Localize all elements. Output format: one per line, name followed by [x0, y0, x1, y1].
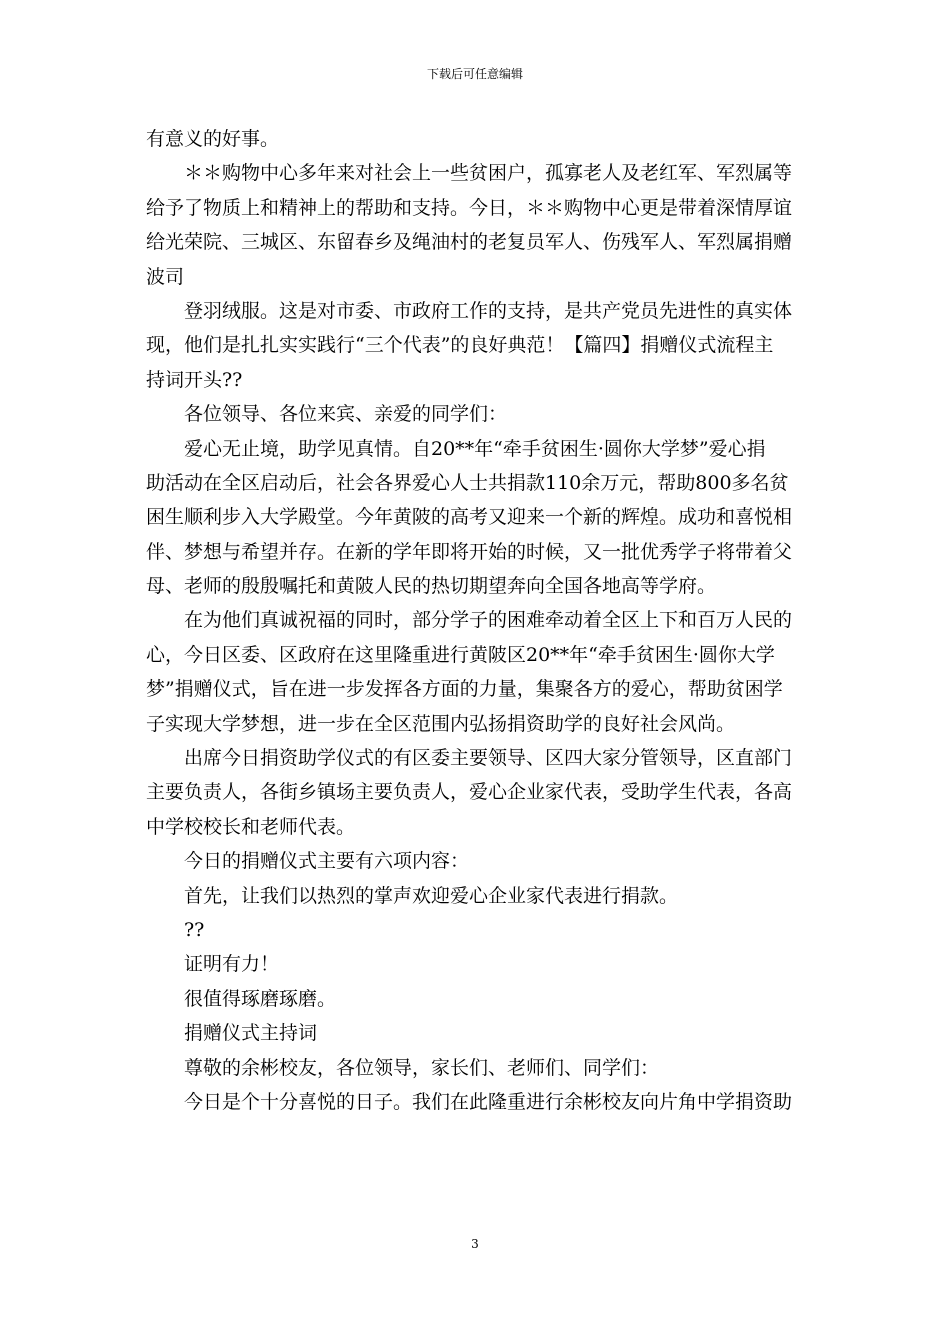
body-line: 子实现大学梦想，进一步在全区范围内弘扬捐资助学的良好社会风尚。 [146, 712, 736, 735]
body-line: 爱心无止境，助学见真情。自20**年“牵手贫困生·圆你大学梦”爱心捐 [184, 437, 766, 460]
body-line: 有意义的好事。 [146, 128, 280, 150]
body-line: 给光荣院、三城区、东留春乡及绳油村的老复员军人、伤残军人、军烈属捐赠 [146, 231, 793, 254]
body-line: 尊敬的余彬校友，各位领导，家长们、老师们、同学们： [184, 1056, 660, 1079]
body-line: 今日的捐赠仪式主要有六项内容： [184, 850, 470, 873]
page-header: 下载后可任意编辑 [426, 67, 523, 81]
body-line: 梦”捐赠仪式，旨在进一步发挥各方面的力量，集聚各方的爱心，帮助贫困学 [146, 678, 783, 701]
body-line: 现，他们是扎扎实实践行“三个代表”的良好典范！【篇四】捐赠仪式流程主 [146, 334, 774, 357]
body-line: 主要负责人，各街乡镇场主要负责人，爱心企业家代表，受助学生代表，各高 [146, 781, 793, 804]
document-body [146, 122, 810, 1119]
body-line: 波司 [146, 265, 185, 288]
section-heading: 捐赠仪式主持词 [184, 1022, 318, 1045]
body-line: 首先，让我们以热烈的掌声欢迎爱心企业家代表进行捐款。 [184, 884, 679, 907]
body-line: 心，今日区委、区政府在这里隆重进行黄陂区20**年“牵手贫困生·圆你大学 [146, 643, 775, 666]
body-line: 出席今日捐资助学仪式的有区委主要领导、区四大家分管领导，区直部门 [184, 747, 793, 770]
body-line: 很值得琢磨琢磨。 [184, 987, 337, 1010]
body-line: 各位领导、各位来宾、亲爱的同学们： [184, 403, 508, 426]
body-line: 中学校校长和老师代表。 [146, 815, 356, 838]
body-line: 今日是个十分喜悦的日子。我们在此隆重进行余彬校友向片角中学捐资助 [184, 1090, 793, 1113]
body-line: 持词开头?? [146, 368, 243, 391]
body-line: 给予了物质上和精神上的帮助和支持。今日，＊＊购物中心更是带着深情厚谊 [146, 196, 793, 219]
body-line: 在为他们真诚祝福的同时，部分学子的困难牵动着全区上下和百万人民的 [184, 609, 793, 632]
body-line: 困生顺利步入大学殿堂。今年黄陂的高考又迎来一个新的辉煌。成功和喜悦相 [146, 506, 793, 529]
page-number: 3 [471, 1237, 479, 1251]
body-line: 助活动在全区启动后，社会各界爱心人士共捐款110余万元，帮助800多名贫 [146, 471, 789, 494]
body-line: 母、老师的殷殷嘱托和黄陂人民的热切期望奔向全国各地高等学府。 [146, 575, 717, 598]
body-line: 登羽绒服。这是对市委、市政府工作的支持，是共产党员先进性的真实体 [184, 299, 793, 322]
body-line: 证明有力！ [184, 953, 280, 976]
body-line: ＊＊购物中心多年来对社会上一些贫困户，孤寡老人及老红军、军烈属等 [184, 162, 793, 185]
body-line: ?? [184, 918, 205, 941]
body-line: 伴、梦想与希望并存。在新的学年即将开始的时候，又一批优秀学子将带着父 [146, 540, 793, 563]
